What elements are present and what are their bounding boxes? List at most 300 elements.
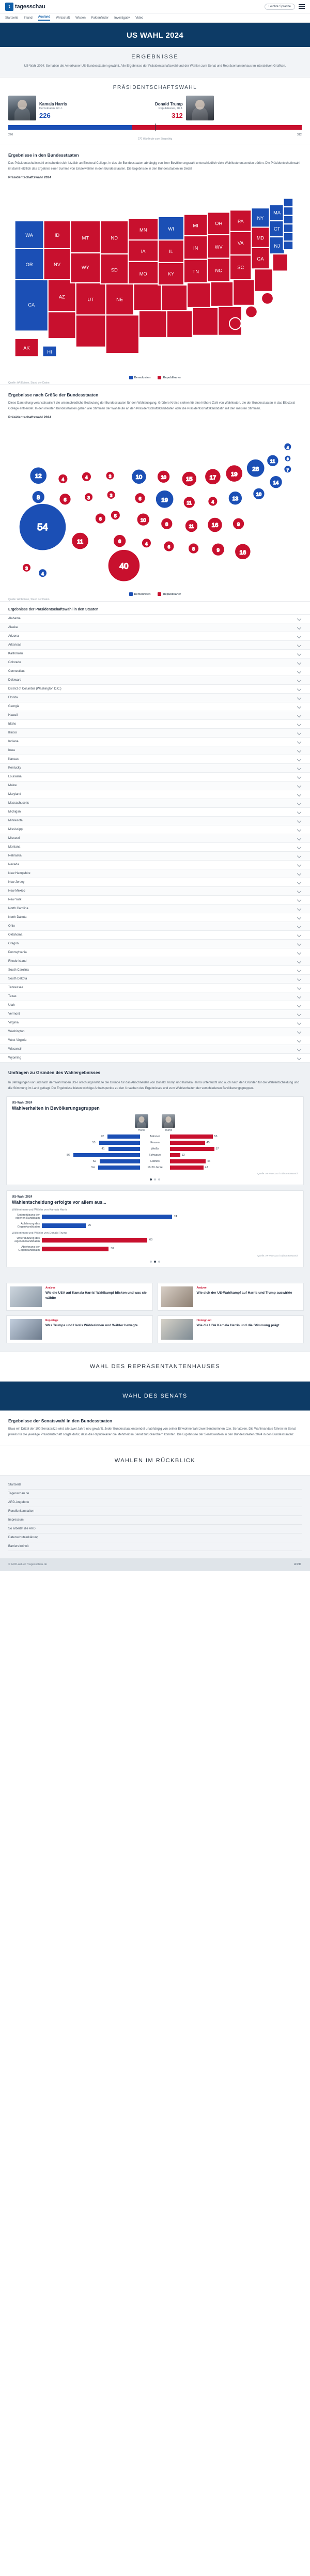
chevron-down-icon	[297, 1021, 301, 1025]
chevron-down-icon	[297, 968, 301, 972]
chevron-down-icon	[297, 740, 301, 744]
group-label: Weiße	[151, 1147, 159, 1151]
card-title: Wahlverhalten in Bevölkerungsgruppen	[12, 1106, 100, 1111]
chevron-down-icon	[297, 713, 301, 717]
banner-retro: WAHLEN IM RÜCKBLICK	[0, 1446, 310, 1476]
svg-text:6: 6	[64, 497, 67, 503]
svg-text:AZ: AZ	[58, 294, 65, 300]
svg-text:4: 4	[41, 572, 44, 577]
chevron-down-icon	[297, 748, 301, 753]
page-title: US WAHL 2024	[126, 31, 184, 40]
chevron-down-icon	[297, 1030, 301, 1034]
electoral-bar-labels	[0, 132, 310, 136]
nav-item-wissen[interactable]: Wissen	[75, 16, 86, 20]
chevron-down-icon	[297, 696, 301, 700]
chevron-down-icon	[297, 1012, 301, 1016]
svg-text:TN: TN	[192, 269, 199, 274]
state-label: Pennsylvania	[8, 951, 27, 955]
polls-section	[0, 1063, 310, 1281]
state-row[interactable]	[0, 992, 310, 1001]
state-row[interactable]	[0, 667, 310, 676]
state-label: Texas	[8, 995, 17, 999]
footer-link[interactable]: Datenschutzerklärung	[8, 1534, 302, 1542]
group-value-dem: 52	[93, 1160, 97, 1163]
carousel-dots[interactable]	[12, 1257, 298, 1263]
chevron-down-icon	[297, 704, 301, 709]
motivation-label: Ablehnung der Gegenkandidatin	[18, 1246, 40, 1252]
motivation-bar	[42, 1215, 172, 1219]
group-bar-rep	[170, 1159, 206, 1163]
chevron-down-icon	[297, 819, 301, 823]
chevron-down-icon	[297, 827, 301, 832]
state-label: Maine	[8, 784, 17, 788]
nav-item-inland[interactable]: Inland	[24, 16, 33, 20]
svg-text:OH: OH	[215, 221, 223, 226]
state-row[interactable]	[0, 685, 310, 694]
group-bars	[12, 1134, 298, 1170]
svg-text:15: 15	[185, 476, 193, 483]
teaser-image	[161, 1286, 193, 1307]
electoral-bar-rep	[132, 125, 302, 130]
leichte-sprache-button[interactable]	[265, 4, 295, 10]
article-teasers	[0, 1281, 310, 1352]
candidate-votes: 312	[172, 112, 183, 120]
state-row[interactable]	[0, 817, 310, 825]
banner-senate: WAHL DES SENATS	[0, 1382, 310, 1410]
state-row[interactable]	[0, 940, 310, 948]
state-label: Michigan	[8, 810, 21, 814]
chevron-down-icon	[297, 836, 301, 840]
group-bar-rep	[170, 1141, 205, 1145]
carousel-dot-1[interactable]	[150, 1261, 152, 1263]
map-caption: Präsidentschaftswahl 2024	[8, 176, 52, 180]
teaser-image	[161, 1319, 193, 1340]
card-source: Quelle: AP VoteCast / Edison Research	[257, 1172, 298, 1175]
motivation-value: 38	[111, 1247, 114, 1251]
banner-house: WAHL DES REPRÄSENTANTENHAUSES	[0, 1352, 310, 1382]
electoral-bar	[8, 125, 302, 130]
states-section	[0, 145, 310, 187]
motivation-bar	[42, 1247, 109, 1251]
group-bar-dem	[109, 1147, 141, 1151]
state-row[interactable]	[0, 711, 310, 720]
state-label: New Mexico	[8, 890, 25, 893]
svg-text:SD: SD	[111, 267, 118, 273]
chevron-down-icon	[297, 863, 301, 867]
legend-label-rep: Republikaner	[163, 376, 181, 379]
svg-text:WY: WY	[81, 265, 89, 270]
svg-text:WV: WV	[214, 244, 223, 250]
states-accordion	[0, 614, 310, 1063]
state-label: Tennessee	[8, 986, 24, 990]
state-row[interactable]	[0, 729, 310, 738]
carousel-dot-3[interactable]	[158, 1178, 160, 1180]
svg-text:HI: HI	[47, 349, 52, 355]
card-candidate-heads	[12, 1114, 298, 1132]
state-row[interactable]	[0, 781, 310, 790]
legend-swatch-dem	[129, 376, 133, 379]
svg-text:11: 11	[77, 539, 83, 546]
legend-item-rep	[158, 376, 181, 379]
group-bar-dem	[73, 1153, 140, 1157]
state-label: Utah	[8, 1004, 15, 1007]
svg-text:10: 10	[256, 492, 262, 497]
chevron-down-icon	[297, 722, 301, 726]
footer-link[interactable]: Impressum	[8, 1516, 302, 1525]
motivation-label: Unterstützung des eigenen Kandidaten	[14, 1237, 40, 1244]
state-row[interactable]	[0, 808, 310, 817]
state-label: Georgia	[8, 705, 20, 709]
state-row[interactable]	[0, 1028, 310, 1036]
chevron-down-icon	[297, 1047, 301, 1051]
teaser-kicker: Analyse	[196, 1286, 207, 1290]
state-row[interactable]	[0, 1045, 310, 1054]
legend-label-dem: Demokraten	[134, 592, 151, 596]
svg-text:MA: MA	[273, 210, 281, 216]
svg-text:MO: MO	[139, 271, 147, 277]
state-label: Hawaii	[8, 714, 18, 717]
chevron-down-icon	[297, 731, 301, 735]
footer-link[interactable]: Tagesschau.de	[8, 1490, 302, 1498]
group-bar-row	[12, 1159, 298, 1163]
logo-text: tagesschau	[15, 3, 45, 10]
chevron-down-icon	[297, 1003, 301, 1007]
list-item[interactable]	[6, 1315, 153, 1343]
state-label: Florida	[8, 696, 18, 700]
svg-text:3: 3	[109, 474, 112, 479]
legend-swatch-dem	[129, 592, 133, 596]
senate-section	[0, 1410, 310, 1446]
state-label: Delaware	[8, 679, 22, 682]
svg-text:9: 9	[237, 522, 240, 527]
head-name: Trump	[164, 1129, 173, 1132]
chevron-down-icon	[297, 775, 301, 779]
teaser-kicker: Hintergrund	[196, 1319, 212, 1323]
group-value-dem: 86	[67, 1154, 70, 1157]
state-row[interactable]	[0, 1010, 310, 1019]
state-label: Virginia	[8, 1021, 19, 1025]
state-row[interactable]	[0, 878, 310, 887]
group-bar-dem	[107, 1134, 140, 1139]
chevron-down-icon	[297, 1038, 301, 1042]
carousel-dot-2[interactable]	[154, 1261, 156, 1263]
state-row[interactable]	[0, 861, 310, 869]
motivation-bars-trump	[12, 1237, 298, 1252]
svg-text:4: 4	[286, 445, 289, 450]
legend-label-rep: Republikaner	[163, 592, 181, 596]
svg-text:10: 10	[161, 474, 166, 480]
list-item[interactable]	[158, 1283, 304, 1311]
us-map-svg[interactable]	[5, 189, 305, 371]
svg-text:8: 8	[192, 547, 195, 552]
copyright: © ARD-aktuell / tagesschau.de	[8, 1563, 47, 1567]
state-label: West Virginia	[8, 1039, 27, 1042]
bubble-legend	[0, 590, 310, 597]
state-row[interactable]	[0, 825, 310, 834]
state-label: Montana	[8, 846, 21, 849]
nav-item-faktenfinder[interactable]: Faktenfinder	[91, 16, 109, 20]
state-row[interactable]	[0, 746, 310, 755]
chevron-down-icon	[297, 889, 301, 893]
group-bar-row	[12, 1134, 298, 1139]
polls-heading: Umfragen zu Gründen des Wahlergebnisses	[8, 1070, 101, 1076]
motivation-bar	[42, 1223, 86, 1228]
state-row[interactable]	[0, 615, 310, 623]
nav-item-video[interactable]: Video	[135, 16, 144, 20]
list-item[interactable]	[6, 1283, 153, 1311]
svg-text:9: 9	[216, 547, 220, 553]
state-row[interactable]	[0, 869, 310, 878]
teaser-title: Wie die USA Kamala Harris und die Stimmung prägt	[196, 1324, 280, 1328]
carousel-dot-2[interactable]	[154, 1178, 156, 1180]
group-value-dem: 53	[92, 1141, 96, 1145]
state-label: South Carolina	[8, 969, 29, 972]
candidate-party: Demokraten, 60 J.	[39, 107, 63, 111]
group-bar-rep	[170, 1147, 214, 1151]
group-bar-rep	[170, 1134, 213, 1139]
svg-text:4: 4	[211, 500, 214, 505]
svg-text:11: 11	[270, 458, 275, 464]
candidate-name: Donald Trump	[155, 102, 183, 107]
state-row[interactable]	[0, 843, 310, 852]
bubbles-paragraph: Diese Darstellung veranschaulicht die unterschiedliche Bedeutung der Bundesstaaten für den Wahlausgang. Größere Kreise stehen für eine höhere Zahl von Wahlleuten, die der Bundesstaaten in das Electoral College entsendet. In den meisten Bundesstaaten gehen alle Stimmen der Wahlleute an den Präsidentschaftskandidaten oder die Präsidentschaftskandidatin mit den meisten Stimmen.	[8, 402, 295, 410]
avatar	[186, 96, 214, 120]
chevron-down-icon	[297, 766, 301, 770]
svg-text:3: 3	[110, 493, 113, 498]
state-label: Minnesota	[8, 819, 23, 823]
chevron-down-icon	[297, 687, 301, 691]
svg-text:4: 4	[145, 542, 148, 547]
chevron-down-icon	[297, 977, 301, 981]
svg-text:AK: AK	[23, 345, 30, 351]
chevron-down-icon	[297, 757, 301, 761]
state-label: New York	[8, 898, 22, 902]
state-row[interactable]	[0, 913, 310, 922]
state-label: Illinois	[8, 731, 17, 735]
state-label: New Hampshire	[8, 872, 30, 876]
avatar	[135, 1114, 148, 1128]
group-bar-row	[12, 1147, 298, 1151]
state-row[interactable]	[0, 834, 310, 843]
svg-text:GA: GA	[257, 256, 264, 262]
majority-line	[155, 124, 156, 131]
state-label: Nebraska	[8, 854, 22, 858]
map-source: Quelle: AP/Edison, Stand der Daten	[8, 381, 50, 385]
state-row[interactable]	[0, 632, 310, 641]
head-harris	[135, 1114, 148, 1132]
senate-paragraph: Etwa ein Drittel der 100 Senatssitze wird alle zwei Jahre neu gewählt. Jeder Bundesstaat entsendet unabhängig von seiner Einwohnerzahl zwei Senatorinnen bzw. Senatoren. Die Wahlmandate führen im Senat jeweils für die jeweilige Präsidentschaft sorgte dafür, dass die Republikaner die Mehrheit im Senat zurückerobern konnten. Die Ergebnisse der Senatswahlen in den Bundesstaaten 2024 in den Bundesstaaten:	[8, 1428, 296, 1436]
hamburger-icon[interactable]	[299, 4, 305, 9]
state-label: North Carolina	[8, 907, 28, 911]
group-value-dem: 41	[101, 1147, 105, 1151]
poll-card-motivation	[6, 1190, 304, 1267]
svg-text:NE: NE	[116, 297, 123, 302]
state-row[interactable]	[0, 922, 310, 931]
nav-item-wirtschaft[interactable]: Wirtschaft	[56, 16, 70, 20]
svg-text:KY: KY	[167, 271, 175, 277]
svg-text:VA: VA	[237, 240, 244, 246]
svg-text:ND: ND	[111, 235, 118, 241]
state-row[interactable]	[0, 694, 310, 702]
teaser-image	[10, 1319, 42, 1340]
group-bar-row	[12, 1141, 298, 1145]
state-label: District of Columbia (Washington D.C.)	[8, 687, 61, 691]
chevron-down-icon	[297, 933, 301, 937]
svg-text:IA: IA	[141, 249, 146, 254]
teaser-title: Wie die USA auf Kamala Harris' Wahlkampf blicken und was sie wählte	[45, 1291, 147, 1300]
top-bar	[0, 0, 310, 13]
svg-text:MT: MT	[82, 235, 89, 241]
footer-link[interactable]: ARD-Angebote	[8, 1498, 302, 1507]
chevron-down-icon	[297, 625, 301, 630]
hero-banner	[0, 23, 310, 47]
state-row[interactable]	[0, 738, 310, 746]
state-row[interactable]	[0, 948, 310, 957]
list-item[interactable]	[158, 1315, 304, 1343]
candidate-name: Kamala Harris	[39, 102, 67, 107]
svg-text:NC: NC	[215, 268, 222, 273]
bubbles-heading: Ergebnisse nach Größe der Bundesstaaten	[8, 392, 99, 398]
site-logo[interactable]	[5, 3, 45, 11]
intro-text: US-Wahl 2024: So haben die Amerikaner US-Bundesstaaten gewählt. Alle Ergebnisse der Präsidentschaftswahl und der Wahlen zum Senat und Repräsentantenhaus im interaktiven Grafiken.	[24, 65, 286, 68]
group-caption-harris: Wählerinnen und Wähler von Kamala Harris	[12, 1208, 68, 1212]
teaser-title: Wie sich der US-Wahlkampf auf Harris und Trump auswirkte	[196, 1291, 292, 1295]
state-label: Louisiana	[8, 775, 22, 779]
chevron-down-icon	[297, 924, 301, 928]
candidate-row	[0, 96, 310, 120]
state-row[interactable]	[0, 799, 310, 808]
state-row[interactable]	[0, 790, 310, 799]
footer-link[interactable]: Barrierefreiheit	[8, 1542, 302, 1551]
chevron-down-icon	[297, 915, 301, 919]
state-label: Rhode Island	[8, 960, 27, 963]
state-row[interactable]	[0, 904, 310, 913]
state-row[interactable]	[0, 658, 310, 667]
carousel-dots[interactable]	[12, 1175, 298, 1180]
card-title: Wahlentscheidung erfolgte vor allem aus...	[12, 1200, 106, 1205]
teaser-image	[10, 1286, 42, 1307]
state-label: North Dakota	[8, 916, 27, 919]
head-trump	[162, 1114, 175, 1132]
state-row[interactable]	[0, 887, 310, 896]
group-label: Männer	[150, 1135, 160, 1139]
svg-text:3: 3	[87, 496, 90, 501]
chevron-down-icon	[297, 854, 301, 858]
ard-logo: ARD	[294, 1563, 302, 1567]
group-value-dem: 54	[91, 1166, 95, 1170]
group-bar-row	[12, 1153, 298, 1157]
state-label: Washington	[8, 1030, 25, 1034]
chevron-down-icon	[297, 678, 301, 682]
state-label: Indiana	[8, 740, 19, 744]
motivation-value: 25	[88, 1224, 91, 1228]
state-row[interactable]	[0, 755, 310, 764]
candidate-trump	[155, 96, 302, 120]
svg-text:CT: CT	[273, 226, 281, 232]
svg-text:5: 5	[114, 514, 117, 519]
bubble-map-svg[interactable]	[5, 427, 305, 588]
footer-link[interactable]: So arbeitet die ARD	[8, 1525, 302, 1534]
nav-item-startseite[interactable]: Startseite	[5, 16, 19, 20]
state-row[interactable]	[0, 764, 310, 773]
motivation-bar-row	[12, 1222, 298, 1229]
state-row[interactable]	[0, 1019, 310, 1028]
state-label: Nevada	[8, 863, 19, 867]
state-row[interactable]	[0, 984, 310, 992]
state-label: Arizona	[8, 635, 19, 638]
state-row[interactable]	[0, 1036, 310, 1045]
chevron-down-icon	[297, 1056, 301, 1060]
state-row[interactable]	[0, 650, 310, 658]
legend-item-rep	[158, 592, 181, 596]
svg-text:7: 7	[286, 468, 289, 473]
state-row[interactable]	[0, 852, 310, 861]
carousel-dot-3[interactable]	[158, 1261, 160, 1263]
svg-text:16: 16	[211, 522, 219, 529]
state-row[interactable]	[0, 957, 310, 966]
svg-text:PA: PA	[237, 219, 244, 224]
footer-links	[0, 1476, 310, 1558]
group-caption-trump: Wählerinnen und Wähler von Donald Trump	[12, 1232, 68, 1235]
svg-text:3: 3	[287, 457, 289, 462]
svg-text:8: 8	[37, 495, 40, 501]
head-name: Harris	[138, 1129, 145, 1132]
state-row[interactable]	[0, 966, 310, 975]
avatar	[162, 1114, 175, 1128]
state-label: Alabama	[8, 617, 21, 621]
group-bar-row	[12, 1166, 298, 1170]
state-row[interactable]	[0, 1054, 310, 1063]
bubble-map[interactable]	[0, 426, 310, 590]
svg-text:UT: UT	[87, 297, 94, 302]
state-row[interactable]	[0, 702, 310, 711]
chevron-down-icon	[297, 994, 301, 999]
state-row[interactable]	[0, 623, 310, 632]
state-label: Wyoming	[8, 1056, 21, 1060]
svg-text:SC: SC	[237, 265, 244, 270]
nav-item-investigativ[interactable]: Investigativ	[114, 16, 130, 20]
majority-note: 270 Wahlleute zum Sieg nötig	[137, 137, 173, 141]
avatar	[8, 96, 36, 120]
state-row[interactable]	[0, 896, 310, 904]
card-kicker: US-Wahl 2024	[12, 1101, 33, 1105]
footer-link[interactable]: Rundfunkanstalten	[8, 1507, 302, 1516]
electoral-bar-dem	[8, 125, 132, 130]
state-row[interactable]	[0, 1001, 310, 1010]
group-value-rep: 45	[206, 1141, 210, 1145]
state-row[interactable]	[0, 676, 310, 685]
footer-link[interactable]: Startseite	[8, 1481, 302, 1490]
motivation-bar-row	[12, 1237, 298, 1243]
svg-text:14: 14	[273, 480, 279, 486]
carousel-dot-1[interactable]	[150, 1178, 152, 1180]
state-row[interactable]	[0, 931, 310, 940]
group-bar-dem	[99, 1141, 141, 1145]
main-nav	[0, 13, 310, 23]
states-paragraph: Das Präsidentschaftswahl entscheidet sich letztlich an Electoral College, in das die Bundesstaaten abhängig von ihrer Bevölkerungszahl unterschiedlich viele Wahlleute entsenden dürfen. Die Präsidentschaftswahl ist damit letztlich das Ergebnis einer Summe von Einzelwahlen in den Bundesstaaten. Die Ergebnisse in den Bundesstaaten im Detail:	[8, 162, 300, 171]
state-row[interactable]	[0, 773, 310, 781]
state-row[interactable]	[0, 641, 310, 650]
group-label: 18-29 Jahre	[147, 1166, 163, 1170]
svg-text:ID: ID	[54, 233, 60, 238]
state-row[interactable]	[0, 720, 310, 729]
chevron-down-icon	[297, 898, 301, 902]
nav-item-ausland[interactable]: Ausland	[38, 16, 51, 21]
chevron-down-icon	[297, 880, 301, 884]
state-label: Ohio	[8, 925, 15, 928]
choropleth-map[interactable]	[0, 187, 310, 374]
state-row[interactable]	[0, 975, 310, 984]
